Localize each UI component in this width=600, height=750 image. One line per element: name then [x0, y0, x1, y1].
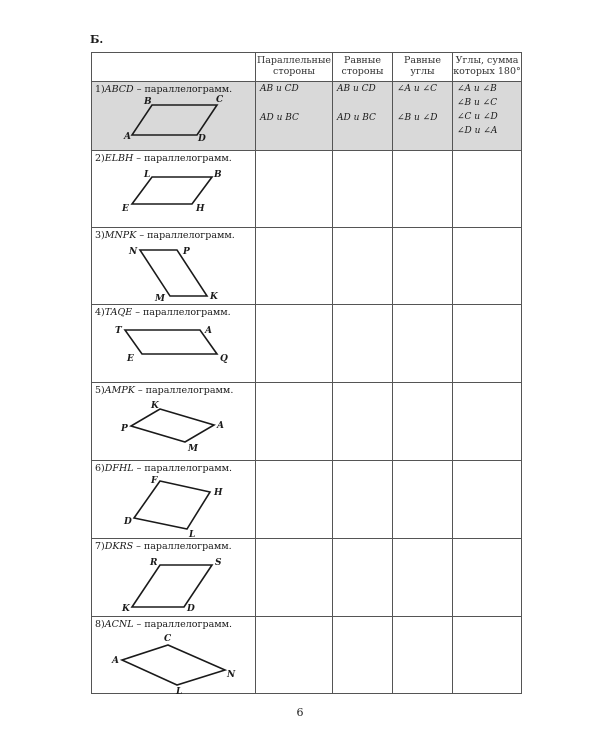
- header-equal-sides: Равные стороны: [333, 53, 393, 82]
- table-row: [92, 151, 522, 228]
- header-equal-angles: Равные углы: [393, 53, 453, 82]
- parallelogram-figure: [92, 305, 256, 383]
- equal-angles-cell: [393, 151, 453, 228]
- table-row: [92, 228, 522, 305]
- figure-title-suffix: – параллелограмм.: [134, 385, 234, 396]
- vertex-label: A: [124, 132, 131, 142]
- answer-text: ∠A и ∠C: [397, 84, 437, 94]
- vertex-label: M: [155, 294, 165, 304]
- vertex-label: E: [122, 204, 129, 214]
- vertex-label: L: [144, 170, 151, 180]
- vertex-label: Q: [220, 354, 228, 364]
- vertex-label: T: [115, 326, 122, 336]
- angles-sum-cell: [453, 617, 522, 694]
- figure-title-suffix: – параллелограмм.: [132, 307, 231, 318]
- parallel-sides-cell: [256, 539, 333, 617]
- figure-title-suffix: – параллелограмм.: [133, 84, 233, 95]
- parallel-sides-cell: [256, 82, 333, 151]
- parallelogram-figure: [92, 151, 256, 228]
- vertex-label: S: [215, 558, 222, 568]
- vertex-label: L: [176, 687, 183, 694]
- figure-cell: [92, 539, 256, 617]
- figure-title-suffix: – параллелограмм.: [133, 619, 233, 630]
- figure-name: TAQE: [104, 307, 133, 318]
- figure-cell: [92, 82, 256, 151]
- row-number: 8): [95, 619, 105, 630]
- vertex-label: D: [124, 517, 132, 527]
- table-row: [92, 383, 522, 461]
- table-row: [92, 305, 522, 383]
- figure-name: AMPK: [104, 385, 135, 396]
- angles-sum-cell: [453, 305, 522, 383]
- vertex-label: B: [214, 170, 222, 180]
- angles-sum-cell: [453, 383, 522, 461]
- figure-name: DFHL: [104, 463, 134, 474]
- parallelogram-figure: [92, 383, 256, 461]
- parallelogram-figure: [92, 228, 256, 305]
- angles-sum-cell: [453, 461, 522, 539]
- row-number: 3): [95, 230, 105, 241]
- figure-name: ACNL: [104, 619, 134, 630]
- page-number: 6: [296, 706, 304, 719]
- equal-sides-cell: [333, 461, 393, 539]
- header-row: [92, 53, 522, 82]
- vertex-label: C: [216, 95, 224, 105]
- vertex-label: D: [187, 604, 195, 614]
- table-row: [92, 539, 522, 617]
- parallel-sides-cell: [256, 151, 333, 228]
- parallel-sides-cell: [256, 617, 333, 694]
- figure-name: MNPK: [104, 230, 137, 241]
- figure-name: DKRS: [104, 541, 134, 552]
- figure-title-suffix: – параллелограмм.: [133, 463, 233, 474]
- table-row: [92, 461, 522, 539]
- row-number: 1): [95, 84, 105, 95]
- angles-sum-cell: [453, 539, 522, 617]
- equal-sides-cell: [333, 228, 393, 305]
- angles-sum-cell: [453, 151, 522, 228]
- answer-text: ∠B и ∠C: [457, 98, 498, 108]
- equal-angles-cell: [393, 82, 453, 151]
- equal-sides-cell: [333, 82, 393, 151]
- figure-cell: [92, 151, 256, 228]
- vertex-label: H: [214, 488, 223, 498]
- figure-cell: [92, 383, 256, 461]
- equal-angles-cell: [393, 539, 453, 617]
- equal-sides-cell: [333, 617, 393, 694]
- answer-text: AD и BC: [260, 113, 299, 123]
- vertex-label: N: [129, 247, 138, 257]
- vertex-label: E: [127, 354, 134, 364]
- equal-sides-cell: [333, 383, 393, 461]
- answer-text: AB и CD: [337, 84, 376, 94]
- section-letter: Б.: [90, 33, 104, 46]
- header-figure: [92, 53, 256, 82]
- worksheet-table: [91, 52, 522, 694]
- answer-text: AD и BC: [337, 113, 376, 123]
- vertex-label: A: [205, 326, 212, 336]
- figure-name: ABCD: [104, 84, 134, 95]
- figure-cell: [92, 228, 256, 305]
- angles-sum-cell: [453, 82, 522, 151]
- figure-title-suffix: – параллелограмм.: [136, 230, 235, 241]
- vertex-label: P: [183, 247, 190, 257]
- equal-angles-cell: [393, 305, 453, 383]
- parallelogram-figure: [92, 617, 256, 694]
- answer-text: ∠B и ∠D: [397, 113, 438, 123]
- figure-cell: [92, 461, 256, 539]
- parallelogram-figure: [92, 82, 256, 151]
- parallel-sides-cell: [256, 305, 333, 383]
- vertex-label: A: [112, 656, 119, 666]
- parallelogram-figure: [92, 461, 256, 539]
- row-number: 5): [95, 385, 105, 396]
- parallel-sides-cell: [256, 383, 333, 461]
- vertex-label: A: [217, 421, 224, 431]
- parallel-sides-cell: [256, 228, 333, 305]
- vertex-label: H: [196, 204, 205, 214]
- figure-title-suffix: – параллелограмм.: [133, 541, 232, 552]
- figure-name: ELBH: [104, 153, 134, 164]
- vertex-label: D: [198, 134, 206, 144]
- figure-cell: [92, 617, 256, 694]
- equal-angles-cell: [393, 617, 453, 694]
- header-angles-sum: Углы, сумма которых 180°: [453, 53, 522, 82]
- row-number: 6): [95, 463, 105, 474]
- equal-angles-cell: [393, 461, 453, 539]
- vertex-label: N: [227, 670, 236, 680]
- row-number: 7): [95, 541, 105, 552]
- angles-sum-cell: [453, 228, 522, 305]
- row-number: 2): [95, 153, 105, 164]
- row-number: 4): [95, 307, 105, 318]
- vertex-label: K: [122, 604, 130, 614]
- answer-text: ∠D и ∠A: [457, 126, 498, 136]
- vertex-label: B: [144, 97, 152, 107]
- equal-sides-cell: [333, 305, 393, 383]
- vertex-label: M: [188, 444, 198, 454]
- equal-sides-cell: [333, 539, 393, 617]
- vertex-label: K: [151, 401, 159, 411]
- vertex-label: P: [121, 424, 128, 434]
- table-row: [92, 82, 522, 151]
- vertex-label: F: [151, 476, 158, 486]
- parallel-sides-cell: [256, 461, 333, 539]
- vertex-label: R: [150, 558, 158, 568]
- header-parallel-sides: Параллельные стороны: [256, 53, 333, 82]
- parallelogram-figure: [92, 539, 256, 617]
- figure-cell: [92, 305, 256, 383]
- equal-angles-cell: [393, 228, 453, 305]
- answer-text: AB и CD: [260, 84, 299, 94]
- equal-angles-cell: [393, 383, 453, 461]
- figure-title-suffix: – параллелограмм.: [133, 153, 232, 164]
- answer-text: ∠C и ∠D: [457, 112, 498, 122]
- answer-text: ∠A и ∠B: [457, 84, 497, 94]
- table-row: [92, 617, 522, 694]
- vertex-label: L: [189, 530, 196, 539]
- equal-sides-cell: [333, 151, 393, 228]
- vertex-label: K: [210, 292, 218, 302]
- vertex-label: C: [164, 634, 172, 644]
